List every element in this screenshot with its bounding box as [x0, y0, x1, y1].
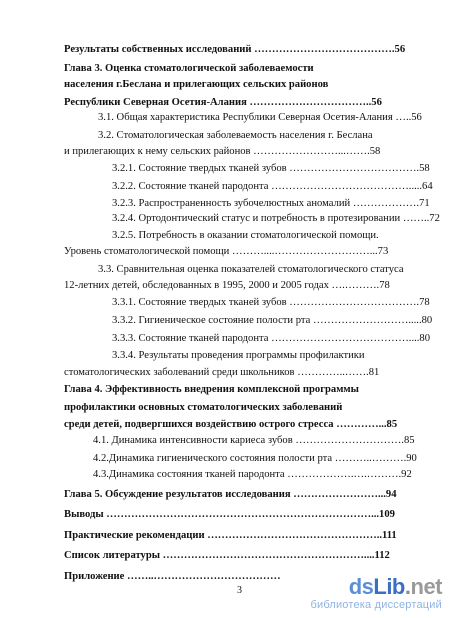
toc-heading: Выводы …………………………………………………………………...109 [64, 509, 395, 520]
toc-entry: 3.3. Сравнительная оценка показателей стоматологического статуса [98, 264, 404, 275]
watermark-logo: dsLib.net [348, 574, 442, 599]
toc-entry: 3.2.1. Состояние твердых тканей зубов ……………………………….58 [112, 163, 430, 174]
watermark [310, 575, 442, 611]
toc-heading: среди детей, подвергшихся воздействию острого стресса …………...85 [64, 419, 398, 430]
toc-entry: 12-летних детей, обследованных в 1995, 2000 и 2005 годах ….……….78 [64, 280, 390, 291]
toc-entry: 3.3.1. Состояние твердых тканей зубов ……………………………….78 [112, 297, 430, 308]
toc-entry: 3.3.2. Гигиеническое состояние полости рта ……………………….....80 [112, 315, 433, 326]
toc-entry: 3.2.2. Состояние тканей пародонта ………………………………….....64 [112, 181, 433, 192]
watermark-subtitle: библиотека диссертаций [310, 599, 442, 611]
toc-entry: Уровень стоматологической помощи ………....………………………...73 [64, 246, 389, 257]
toc-entry: стоматологических заболеваний среди школьников …………..…….81 [64, 367, 380, 378]
toc-entry: 3.2.4. Ортодонтический статус и потребность в протезировании ……..72 [112, 213, 440, 224]
toc-heading: Приложение ……..……………………………… [64, 571, 281, 582]
toc-entry: 3.3.4. Результаты проведения программы профилактики [112, 350, 365, 361]
toc-entry: 3.3.3. Состояние тканей пародонта …………………………………....80 [112, 333, 430, 344]
toc-entry: 3.2.3. Распространенность зубочелюстных аномалий ……………….71 [112, 198, 430, 209]
toc-heading: Республики Северная Осетия-Алания ……………………………..56 [64, 97, 382, 108]
toc-entry: 3.1. Общая характеристика Республики Северная Осетия-Алания …..56 [98, 112, 422, 123]
toc-entry: 3.2.5. Потребность в оказании стоматологической помощи. [112, 230, 379, 241]
toc-heading: Глава 4. Эффективность внедрения комплексной программы [64, 384, 359, 395]
toc-entry: и прилегающих к нему сельских районов ……………………...…….58 [64, 146, 381, 157]
toc-heading: Результаты собственных исследований ………………………………….56 [64, 44, 406, 55]
toc-heading: Глава 3. Оценка стоматологической заболеваемости [64, 63, 314, 74]
page-number: 3 [237, 585, 242, 596]
toc-heading: профилактики основных стоматологических заболеваний [64, 402, 343, 413]
toc-entry: 4.1. Динамика интенсивности кариеса зубов ………………………….85 [93, 435, 415, 446]
toc-entry: 4.2.Динамика гигиенического состояния полости рта ………..……….90 [93, 453, 417, 464]
toc-heading: Практические рекомендации …………………………………………..111 [64, 530, 397, 541]
toc-heading: Глава 5. Обсуждение результатов исследования ……………………...94 [64, 489, 397, 500]
toc-heading: Список литературы …………………………………………………....112 [64, 550, 390, 561]
toc-heading: населения г.Беслана и прилегающих сельских районов [64, 79, 329, 90]
toc-entry: 3.2. Стоматологическая заболеваемость населения г. Беслана [98, 130, 373, 141]
toc-entry: 4.3.Динамика состояния тканей пародонта ……………….….……….92 [93, 469, 412, 480]
